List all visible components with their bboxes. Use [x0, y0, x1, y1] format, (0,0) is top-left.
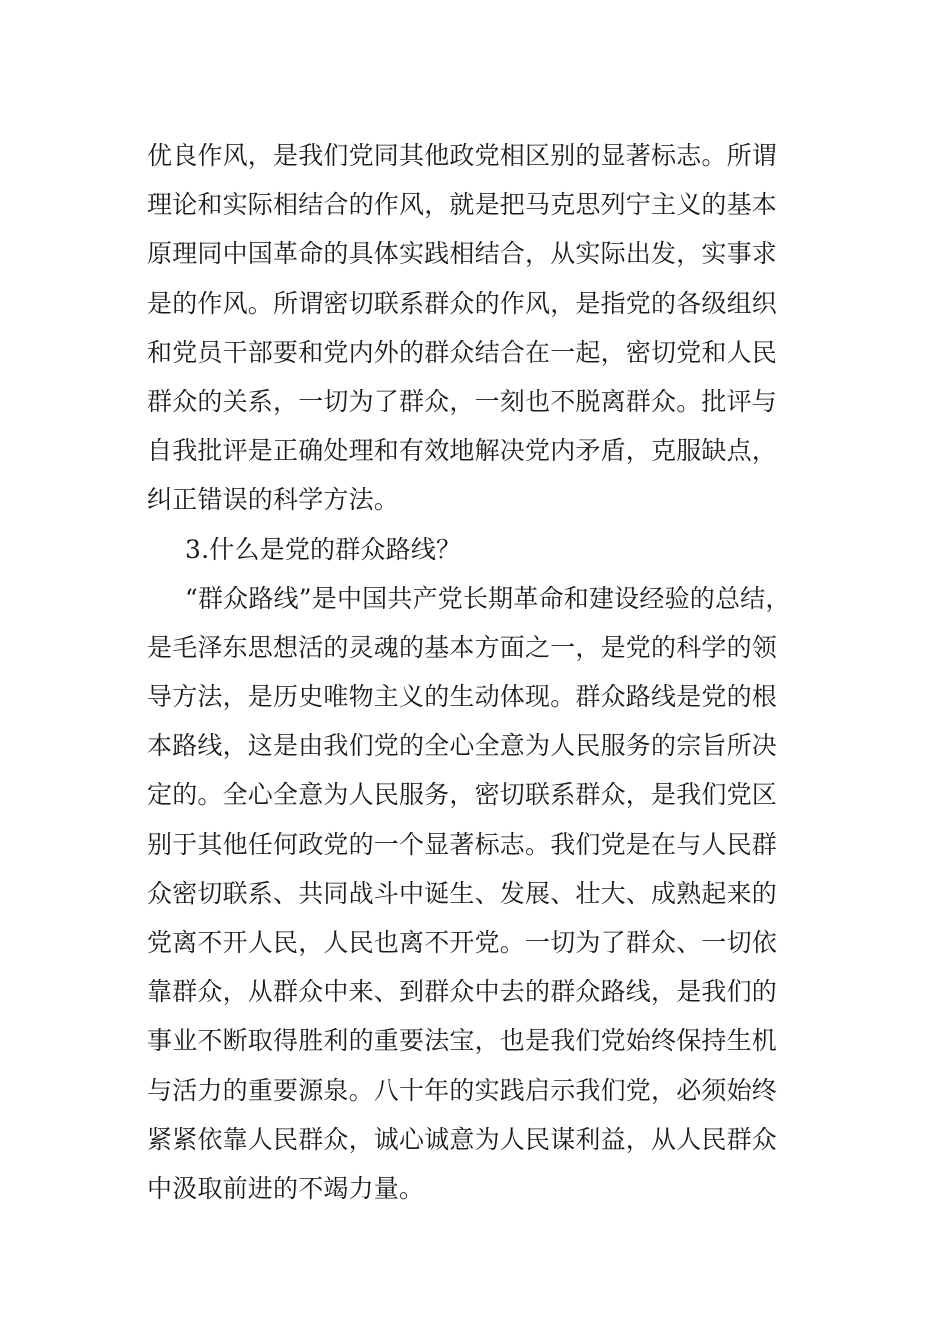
text-line: 是的作风。所谓密切联系群众的作风，是指党的各级组织 — [147, 288, 778, 318]
text-line: 纠正错误的科学方法。 — [147, 485, 400, 515]
text-line: 中汲取前进的不竭力量。 — [147, 1173, 425, 1203]
body-text — [147, 131, 827, 1213]
text-line: “群众路线”是中国共产党长期革命和建设经验的总结， — [185, 583, 791, 613]
text-line: 原理同中国革命的具体实践相结合，从实际出发，实事求 — [147, 239, 778, 269]
text-line: 优良作风，是我们党同其他政党相区别的显著标志。所谓 — [147, 141, 778, 170]
text-line: 理论和实际相结合的作风，就是把马克思列宁主义的基本 — [147, 190, 778, 220]
text-line: 自我批评是正确处理和有效地解决党内矛盾，克服缺点， — [147, 436, 778, 466]
text-line: 导方法，是历史唯物主义的生动体现。群众路线是党的根 — [147, 682, 778, 712]
text-line: 靠群众，从群众中来、到群众中去的群众路线，是我们的 — [147, 977, 778, 1007]
text-line: 本路线，这是由我们党的全心全意为人民服务的宗旨所决 — [147, 731, 778, 761]
text-line: 众密切联系、共同战斗中诞生、发展、壮大、成熟起来的 — [147, 878, 778, 908]
text-line: 定的。全心全意为人民服务，密切联系群众，是我们党区 — [147, 780, 778, 810]
text-line: 和党员干部要和党内外的群众结合在一起，密切党和人民 — [147, 337, 778, 367]
text-line: 别于其他任何政党的一个显著标志。我们党是在与人民群 — [147, 829, 778, 859]
text-line: 紧紧依靠人民群众，诚心诚意为人民谋利益，从人民群众 — [147, 1124, 778, 1154]
text-line: 事业不断取得胜利的重要法宝，也是我们党始终保持生机 — [147, 1026, 778, 1056]
text-line: 群众的关系，一切为了群众，一刻也不脱离群众。批评与 — [147, 386, 778, 416]
text-line: 与活力的重要源泉。八十年的实践启示我们党，必须始终 — [147, 1075, 778, 1105]
text-line: 党离不开人民，人民也离不开党。一切为了群众、一切依 — [147, 928, 778, 957]
section-heading: 3.什么是党的群众路线？ — [185, 534, 462, 564]
text-line: 是毛泽东思想活的灵魂的基本方面之一，是党的科学的领 — [147, 632, 778, 662]
